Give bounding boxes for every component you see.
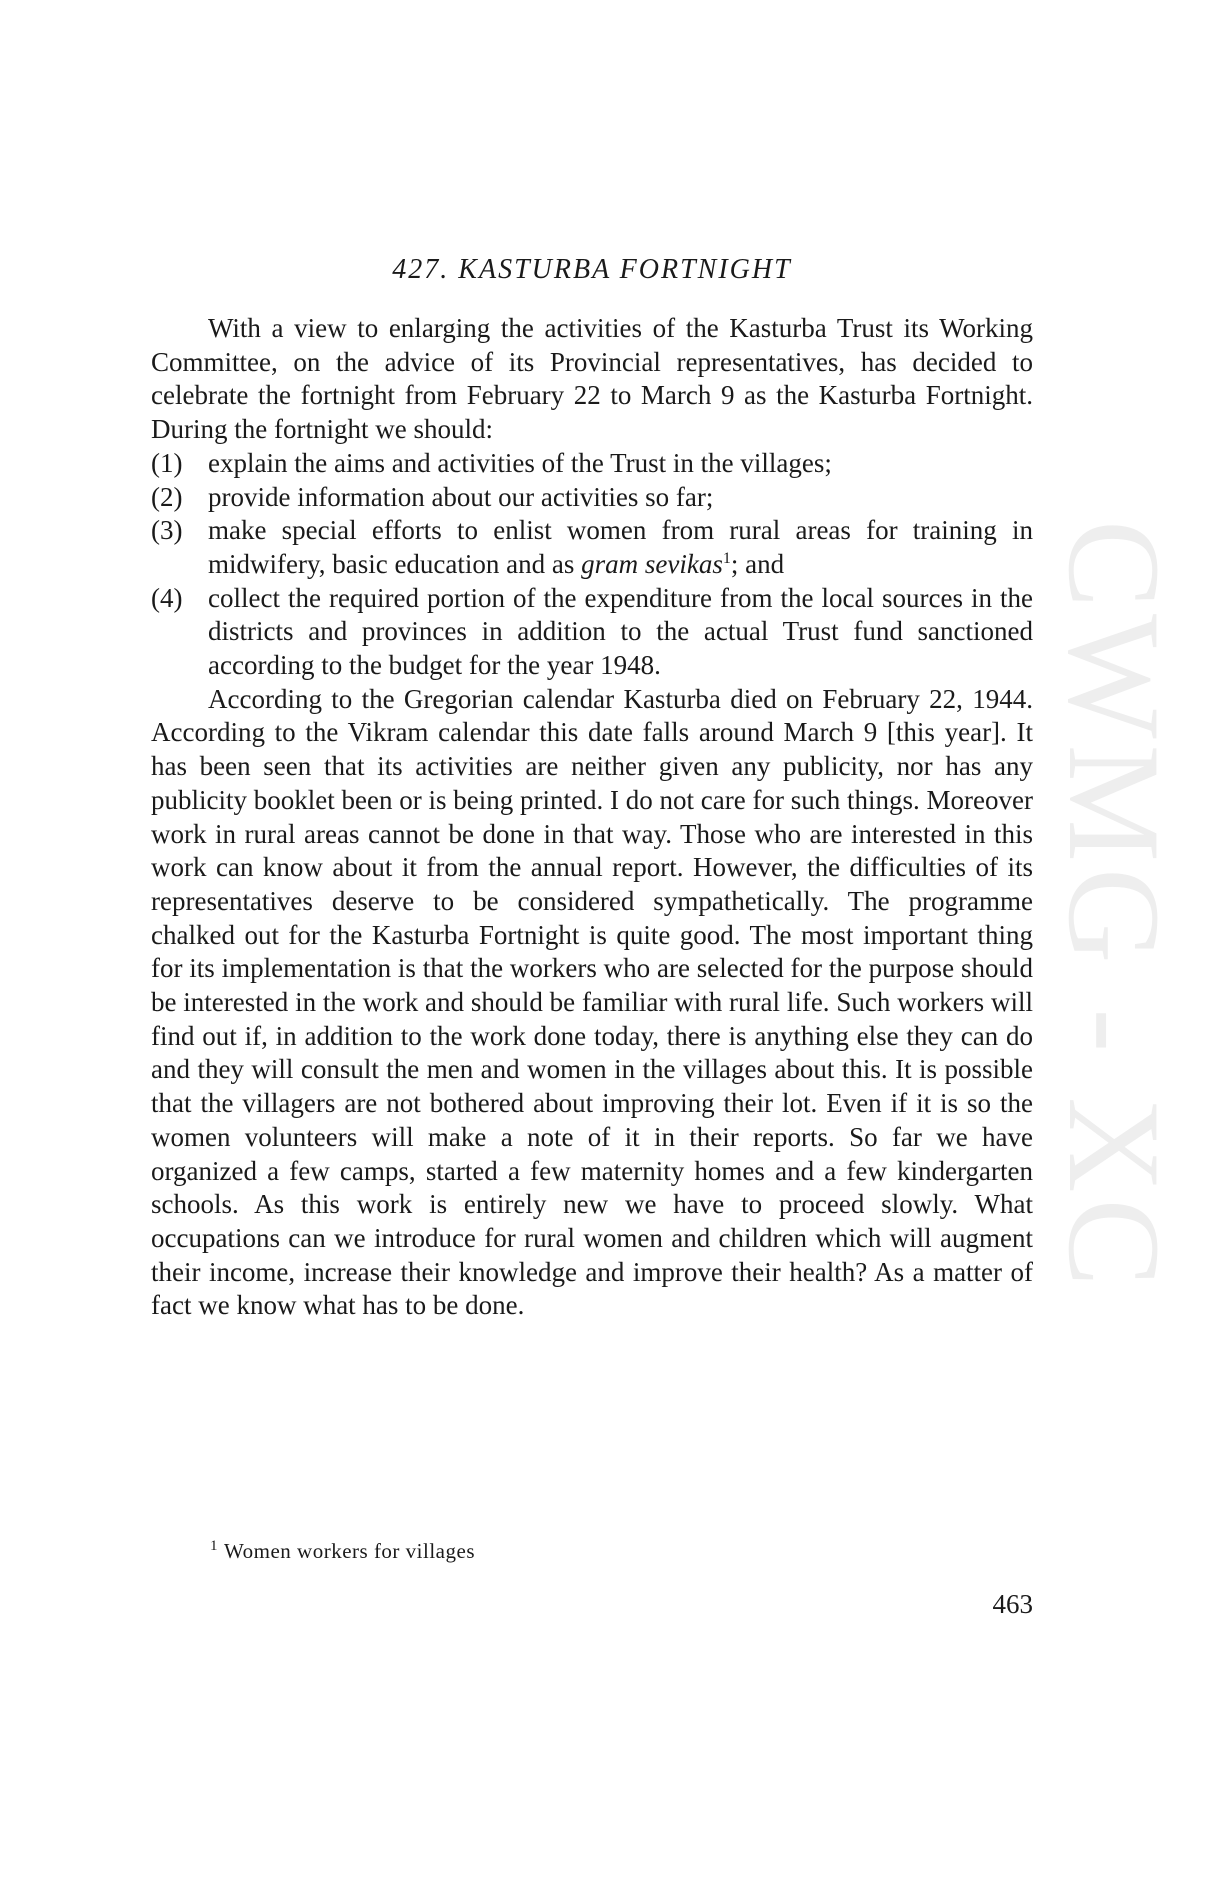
intro-paragraph: With a view to enlarging the activities of the Kasturba Trust its Working Committee, on the advice of its Provincial representatives, has decided to celebrate the fortnight from February 22 to March 9 as the Kasturba Fortnight. During the fortnight we should:: [151, 313, 1033, 445]
list-item: [151, 582, 1033, 683]
list-item-text: explain the aims and activities of the Trust in the villages;: [208, 447, 832, 478]
list-item-number: (4): [151, 582, 183, 613]
list-item-text: collect the required portion of the expenditure from the local sources in the districts and provinces in addition to the actual Trust fund sanctioned according to the budget for the year 1948.: [208, 582, 1033, 681]
list-item-text: [208, 514, 1033, 581]
watermark-text: CWMG - XC: [1041, 520, 1188, 1293]
list-item: [151, 514, 1033, 581]
action-list: [151, 447, 1033, 683]
page-number: 463: [992, 1589, 1033, 1619]
footnote-reference[interactable]: 1: [722, 549, 731, 567]
footnote-text: Women workers for villages: [224, 1539, 475, 1563]
page-title: 427. KASTURBA FORTNIGHT: [392, 254, 792, 285]
list-item-text-end: ; and: [730, 548, 785, 579]
footnote: [210, 1536, 910, 1566]
body-paragraph: According to the Gregorian calendar Kasturba died on February 22, 1944. According to the Vikram calendar this date falls around March 9 [this year]. It has been seen that its activities are neither given any publicity, nor has any publicity booklet been or is being printed. I do not care for such things. Moreover work in rural areas cannot be done in that way. Those who are interested in this work can know about it from the annual report. However, the difficulties of its representatives deserve to be considered sympathetically. The programme chalked out for the Kasturba Fortnight is quite good. The most important thing for its implementation is that the workers who are selected for the purpose should be interested in the work and should be familiar with rural life. Such workers will find out if, in addition to the work done today, there is anything else they can do and they will consult the men and women in the villages about this. It is possible that the villagers are not bothered about improving their lot. Even if it is so the women volunteers will make a note of it in their reports. So far we have organized a few camps, started a few maternity homes and a few kindergarten schools. As this work is entirely new we have to proceed slowly. What occupations can we introduce for rural women and children which will augment their income, increase their knowledge and improve their health? As a matter of fact we know what has to be done.: [151, 683, 1033, 1321]
italic-term: gram sevikas: [581, 548, 723, 579]
footnote-mark: 1: [210, 1538, 218, 1554]
list-item-text-start: make special efforts to enlist women from rural areas for training in midwifery, basic education and as: [208, 515, 1033, 579]
list-item-text: provide information about our activities so far;: [208, 481, 714, 512]
main-text: [151, 312, 1033, 1323]
list-item-number: (3): [151, 515, 183, 546]
list-item: [151, 481, 1033, 515]
list-item-number: (1): [151, 447, 183, 478]
list-item-number: (2): [151, 481, 183, 512]
list-item: [151, 447, 1033, 481]
